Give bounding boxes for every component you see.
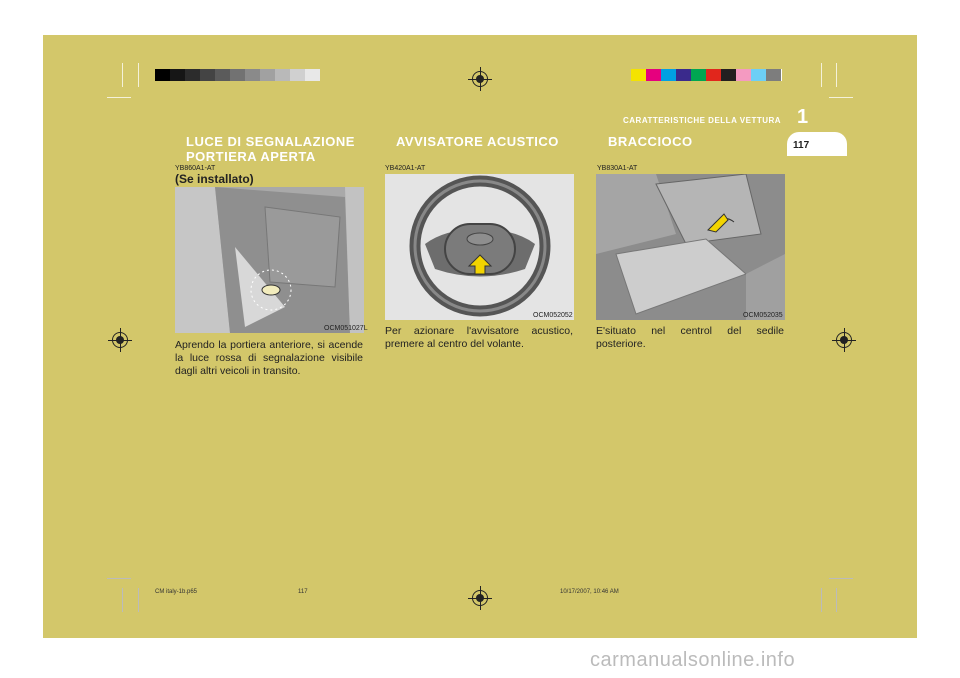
footer-file: CM italy-1b.p65	[155, 589, 198, 595]
crop-mark	[122, 588, 123, 612]
crop-mark	[107, 578, 131, 579]
registration-mark-icon	[112, 332, 128, 348]
registration-mark-icon	[836, 332, 852, 348]
section-body-text: E'situato nel centrol del sedile posteriore.	[596, 325, 784, 350]
section-code: YB830A1-AT	[597, 165, 638, 172]
chapter-number: 1	[797, 106, 809, 128]
figure-id: OCM051027L	[324, 325, 368, 332]
section-subtitle: (Se installato)	[175, 172, 254, 186]
figure-id: OCM052052	[533, 312, 573, 319]
watermark: carmanualsonline.info	[590, 649, 796, 671]
crop-mark	[829, 97, 853, 98]
crop-mark	[107, 97, 131, 98]
section-code: YB420A1-AT	[385, 165, 426, 172]
page-number: 117	[793, 140, 810, 151]
door-warning-light-image	[175, 187, 364, 333]
horn-steering-wheel-image	[385, 174, 574, 320]
color-calibration-bar	[631, 69, 782, 81]
crop-mark	[836, 588, 837, 612]
registration-mark-icon	[472, 71, 488, 87]
section-body-text: Aprendo la portiera anteriore, si acende la luce rossa di segnalazione visibile dagli altri veicoli in transito.	[175, 339, 363, 377]
section-heading-line2: PORTIERA APERTA	[186, 149, 316, 164]
footer-page: 117	[298, 589, 308, 595]
crop-mark	[122, 63, 123, 87]
section-body-text: Per azionare l'avvisatore acustico, premere al centro del volante.	[385, 325, 573, 350]
crop-mark	[821, 588, 822, 612]
section-heading-line1: LUCE DI SEGNALAZIONE	[186, 134, 355, 149]
chapter-title: CARATTERISTICHE DELLA VETTURA	[623, 116, 782, 125]
section-heading-line1: BRACCIOCO	[608, 134, 693, 149]
crop-mark	[836, 63, 837, 87]
crop-mark	[138, 63, 139, 87]
crop-mark	[821, 63, 822, 87]
section-heading-line1: AVVISATORE ACUSTICO	[396, 134, 559, 149]
gray-calibration-bar	[155, 69, 320, 81]
crop-mark	[138, 588, 139, 612]
section-code: YB860A1-AT	[175, 165, 216, 172]
armrest-image	[596, 174, 785, 320]
registration-mark-icon	[472, 590, 488, 606]
crop-mark	[829, 578, 853, 579]
figure-id: OCM052035	[743, 312, 783, 319]
footer-timestamp: 10/17/2007, 10:46 AM	[560, 589, 619, 595]
